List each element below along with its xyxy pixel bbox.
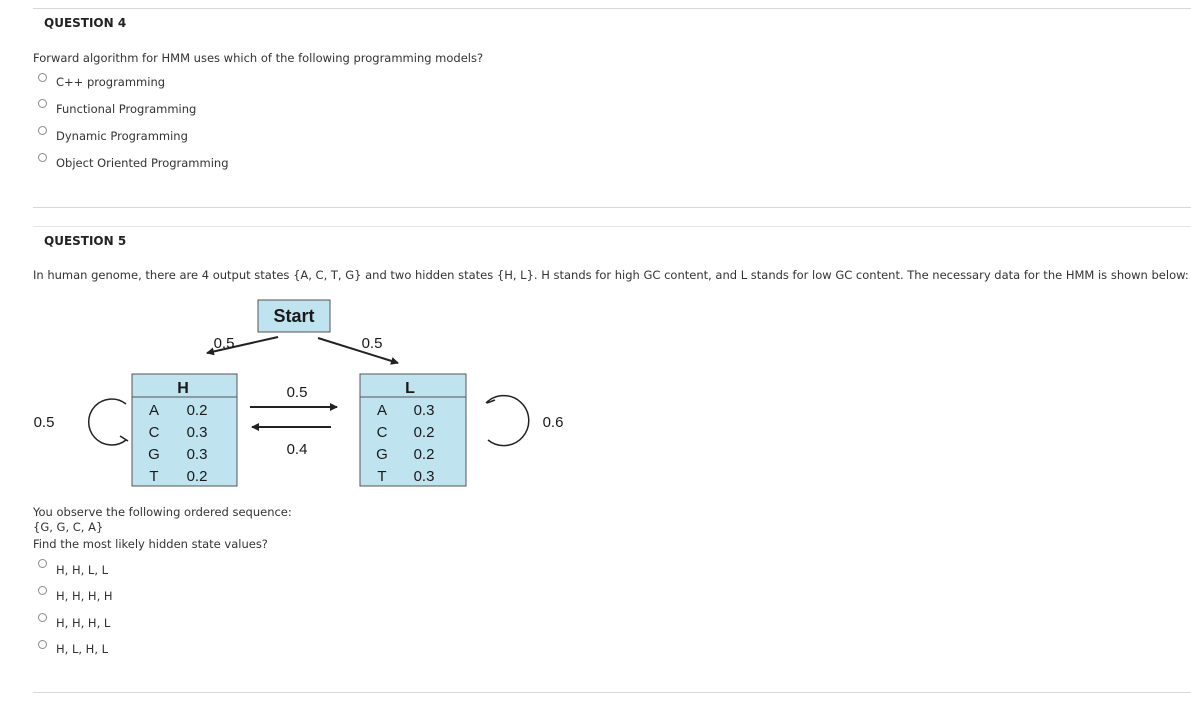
l-self-prob: 0.6 [542,414,564,431]
bottom-divider [33,692,1191,693]
q4-option-3-radio[interactable] [38,126,47,135]
h-emission-sym: T [149,468,159,485]
l-emission-sym: C [376,424,388,441]
q5-option-4-radio[interactable] [38,640,47,649]
q5-option-4-label[interactable]: H, L, H, L [56,642,109,656]
q5-option-1-label[interactable]: H, H, L, L [56,563,109,577]
l-emission-prob: 0.2 [413,424,435,441]
start-to-l-prob: 0.5 [361,335,383,352]
h-state-name: H [177,380,189,397]
l-state-name: L [405,380,415,397]
h-emission-sym: A [148,402,160,419]
question-5-ask: Find the most likely hidden state values? [33,537,268,551]
l-emission-sym: G [376,446,388,463]
q4-option-2-label[interactable]: Functional Programming [56,102,197,116]
l-emission-prob: 0.3 [413,468,435,485]
question-divider [33,207,1191,208]
l-emission-prob: 0.2 [413,446,435,463]
l-emission-sym: A [376,402,388,419]
h-to-l-prob: 0.5 [286,384,308,401]
top-divider [33,8,1191,9]
h-emission-prob: 0.2 [186,468,208,485]
question-4-prompt: Forward algorithm for HMM uses which of the following programming models? [33,51,484,65]
q5-option-1-radio[interactable] [38,559,47,568]
start-to-h-prob: 0.5 [213,335,235,352]
q4-option-2-radio[interactable] [38,99,47,108]
q4-option-3-label[interactable]: Dynamic Programming [56,129,188,143]
h-emission-prob: 0.2 [186,402,208,419]
start-to-l-arrow [318,338,398,363]
q5-option-3-radio[interactable] [38,613,47,622]
l-to-h-prob: 0.4 [286,441,308,458]
q4-option-1-radio[interactable] [38,73,47,82]
h-emission-prob: 0.3 [186,424,208,441]
h-emission-sym: G [148,446,160,463]
q4-option-1-label[interactable]: C++ programming [56,75,166,89]
q5-option-2-radio[interactable] [38,586,47,595]
q5-option-3-label[interactable]: H, H, H, L [56,616,111,630]
h-emission-sym: C [148,424,160,441]
l-self-loop [486,396,529,446]
l-emission-prob: 0.3 [413,402,435,419]
question-5-top-border [33,226,1191,227]
hmm-diagram [0,290,620,500]
h-self-prob: 0.5 [33,414,55,431]
q5-option-2-label[interactable]: H, H, H, H [56,589,113,603]
question-5-heading: QUESTION 5 [44,234,127,248]
question-4-heading: QUESTION 4 [44,16,127,30]
observed-sequence: {G, G, C, A} [33,520,104,534]
h-self-loop [89,399,126,445]
question-5-prompt: In human genome, there are 4 output states {A, C, T, G} and two hidden states {H, L}. H stands for high GC content, and L stands for low GC content. The necessary data for the HMM is shown below: [33,268,1189,282]
q4-option-4-radio[interactable] [38,153,47,162]
l-emission-sym: T [377,468,387,485]
h-emission-prob: 0.3 [186,446,208,463]
observe-text: You observe the following ordered sequence: [33,505,292,519]
start-label: Start [273,306,315,326]
q4-option-4-label[interactable]: Object Oriented Programming [56,156,229,170]
